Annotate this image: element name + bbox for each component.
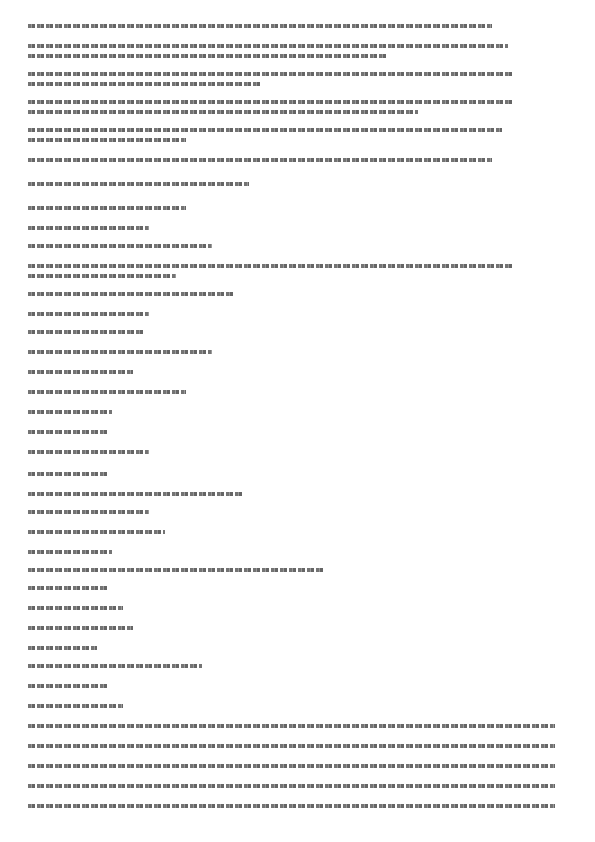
text-line (28, 430, 107, 434)
heading-1-3-1 (28, 626, 555, 636)
text-line (28, 390, 186, 394)
text-line (28, 330, 144, 334)
text-line (28, 550, 112, 554)
heading-1-3-3 (28, 724, 555, 734)
list-item (28, 226, 555, 236)
list-item (28, 744, 555, 754)
text-line (28, 226, 149, 230)
text-line (28, 24, 492, 28)
text-line (28, 72, 513, 76)
text-line (28, 626, 133, 630)
list-item (28, 430, 555, 440)
list-item (28, 390, 555, 400)
text-line (28, 206, 186, 210)
text-line (28, 664, 202, 668)
heading-1-2-3 (28, 472, 555, 482)
list-item (28, 684, 555, 694)
paragraph-6 (28, 158, 555, 168)
text-line (28, 472, 107, 476)
text-line (28, 450, 149, 454)
text-line (28, 244, 212, 248)
text-line (28, 606, 123, 610)
text-line (28, 82, 260, 86)
text-line (28, 312, 149, 316)
paragraph-3 (28, 72, 555, 92)
text-line (28, 684, 107, 688)
paragraph-1 (28, 24, 555, 34)
text-line (28, 492, 244, 496)
list-item (28, 804, 555, 814)
list-item (28, 312, 555, 322)
text-line (28, 510, 149, 514)
list-item (28, 244, 555, 254)
text-line (28, 54, 386, 58)
text-line (28, 292, 234, 296)
text-line (28, 158, 492, 162)
text-line (28, 724, 555, 728)
text-line (28, 764, 555, 768)
text-line (28, 264, 513, 268)
list-item (28, 330, 555, 340)
paragraph-7 (28, 264, 555, 284)
list-item (28, 350, 555, 360)
paragraph-4 (28, 100, 555, 120)
text-line (28, 744, 555, 748)
text-line (28, 410, 112, 414)
list-item (28, 764, 555, 774)
paragraph-5 (28, 128, 555, 148)
list-item (28, 646, 555, 656)
heading-1-3-2 (28, 704, 555, 714)
list-item (28, 550, 555, 560)
text-line (28, 138, 186, 142)
text-line (28, 370, 133, 374)
text-line (28, 44, 508, 48)
heading-1-3 (28, 530, 555, 540)
list-item (28, 784, 555, 794)
list-item (28, 450, 555, 460)
text-line (28, 274, 176, 278)
text-line (28, 586, 107, 590)
text-line (28, 100, 513, 104)
heading-1-2-2 (28, 292, 555, 302)
text-line (28, 568, 323, 572)
list-item (28, 606, 555, 616)
list-item (28, 410, 555, 420)
text-line (28, 110, 418, 114)
paragraph-2 (28, 44, 555, 64)
text-line (28, 784, 555, 788)
heading-1-2 (28, 182, 555, 192)
text-line (28, 128, 502, 132)
list-item (28, 370, 555, 380)
list-item (28, 664, 555, 674)
text-line (28, 182, 249, 186)
list-item (28, 586, 555, 596)
text-line (28, 704, 123, 708)
text-line (28, 646, 97, 650)
text-line (28, 530, 165, 534)
list-item (28, 492, 555, 502)
list-item (28, 568, 555, 578)
text-line (28, 350, 212, 354)
list-item (28, 206, 555, 216)
text-line (28, 804, 555, 808)
list-item (28, 510, 555, 520)
